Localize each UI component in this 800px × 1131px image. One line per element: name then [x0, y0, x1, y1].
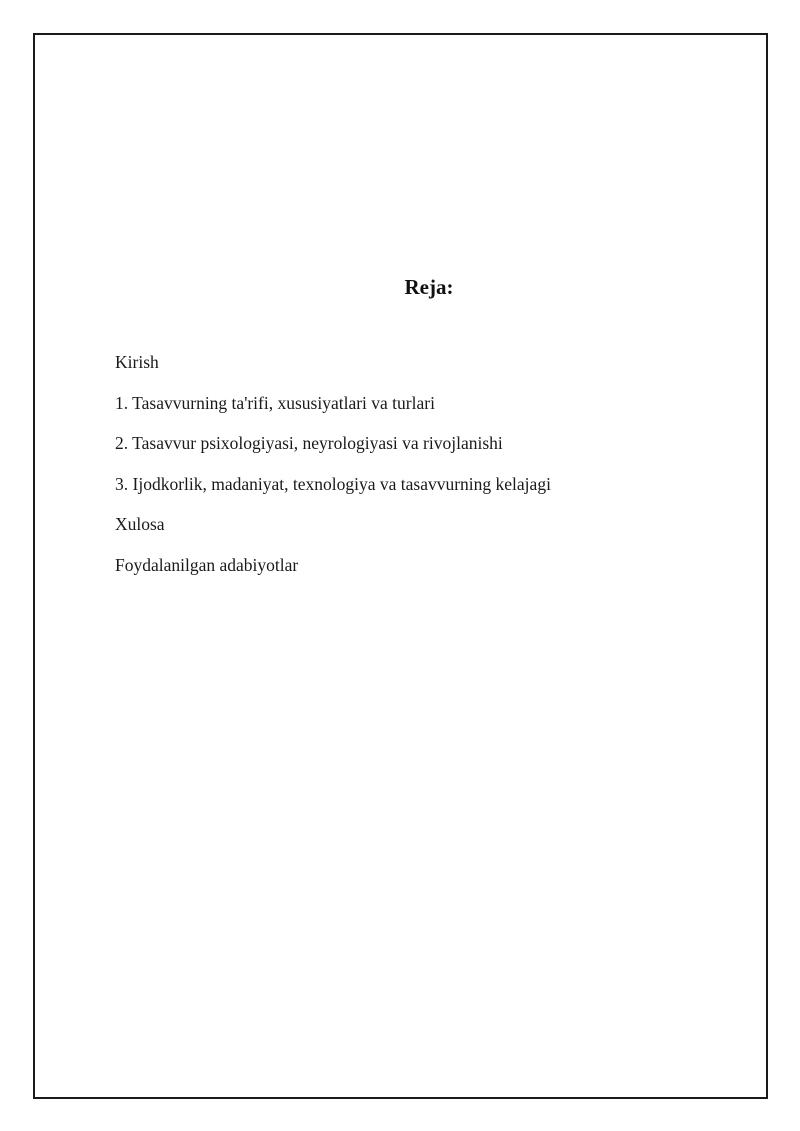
toc-item-references: Foydalanilgan adabiyotlar — [115, 554, 299, 575]
toc-item-conclusion: Xulosa — [115, 514, 165, 534]
page-title: Reja: — [404, 275, 454, 299]
toc-item-introduction: Kirish — [115, 352, 159, 372]
table-of-contents — [115, 350, 735, 593]
toc-item-chapter-2: 2. Tasavvur psixologiyasi, neyrologiyasi va rivojlanishi — [115, 433, 503, 453]
toc-item-chapter-3: 3. Ijodkorlik, madaniyat, texnologiya va tasavvurning kelajagi — [115, 473, 551, 494]
toc-item-chapter-1: 1. Tasavvurning ta'rifi, xususiyatlari va turlari — [115, 392, 435, 413]
